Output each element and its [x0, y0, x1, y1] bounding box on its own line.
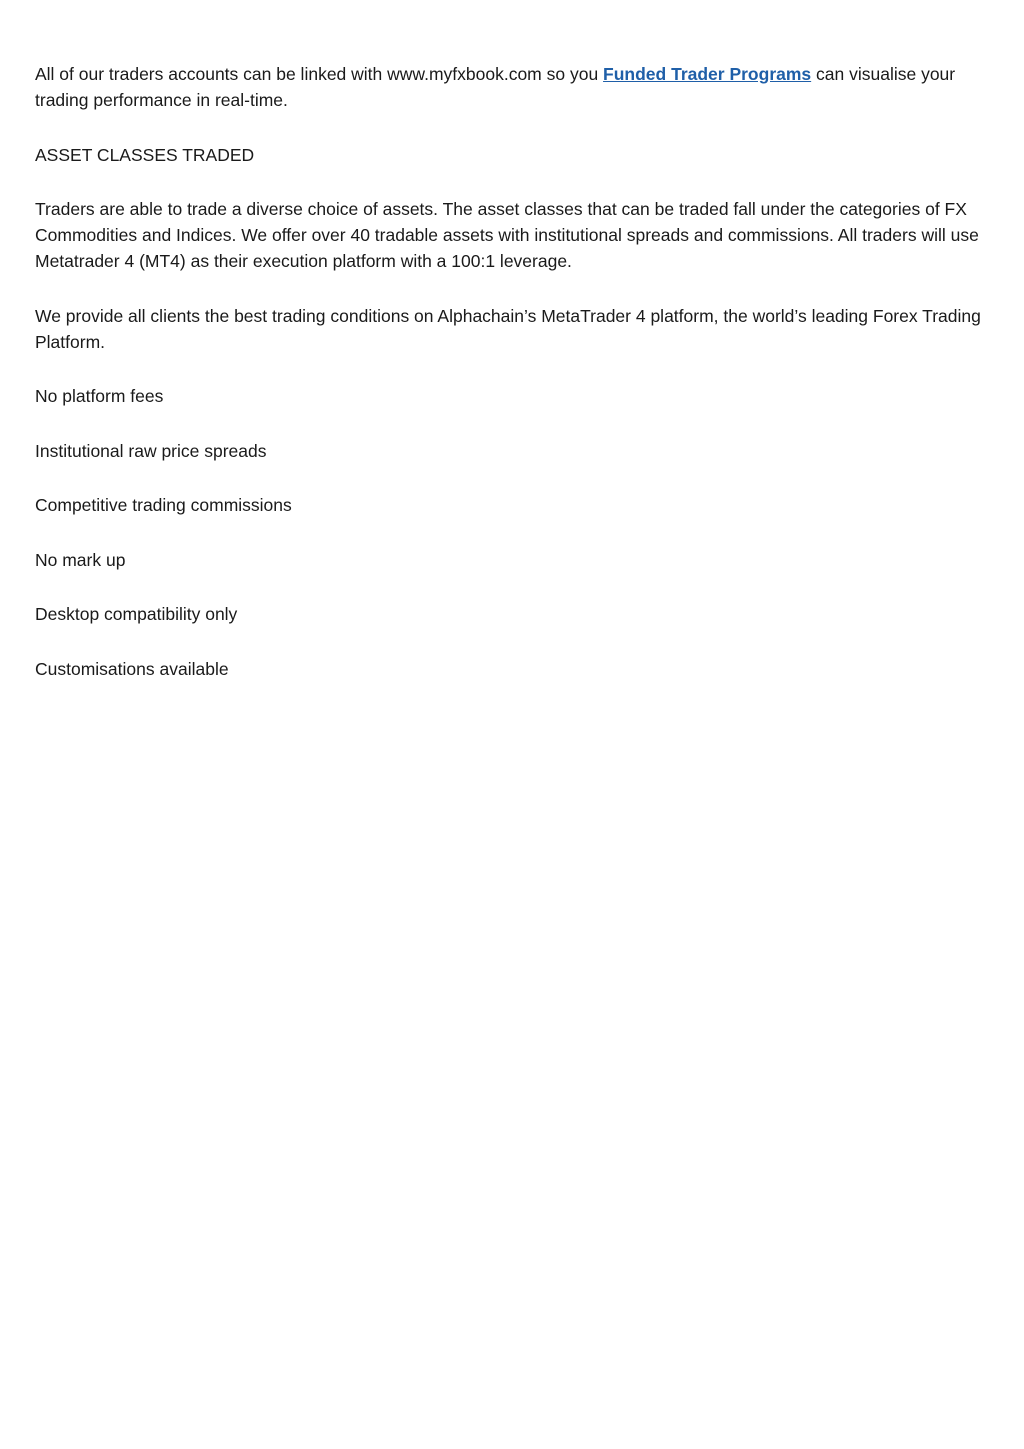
feature-item: Competitive trading commissions	[35, 495, 292, 515]
intro-paragraph	[35, 61, 995, 113]
feature-item: No platform fees	[35, 386, 164, 406]
intro-text-after-link: can visualise your trading performance in real-time.	[35, 64, 956, 110]
section-heading: ASSET CLASSES TRADED	[35, 144, 255, 165]
intro-text-before-link: All of our traders accounts can be linked with www.myfxbook.com so you	[35, 64, 604, 84]
feature-item: Desktop compatibility only	[35, 604, 238, 624]
assets-paragraph: Traders are able to trade a diverse choice of assets. The asset classes that can be traded fall under the categories of FX Commodities and Indices. We offer over 40 tradable assets with institutional spreads and commissions. All traders will use Metatrader 4 (MT4) as their execution platform with a 100:1 leverage.	[35, 199, 979, 271]
conditions-paragraph: We provide all clients the best trading conditions on Alphachain’s MetaTrader 4 platform, the world’s leading Forex Trading Platform.	[35, 305, 981, 352]
funded-trader-programs-link[interactable]: Funded Trader Programs	[603, 64, 812, 84]
feature-item: Customisations available	[35, 658, 229, 679]
feature-item: Institutional raw price spreads	[35, 440, 267, 461]
document-body	[35, 61, 995, 710]
feature-item: No mark up	[35, 549, 126, 570]
